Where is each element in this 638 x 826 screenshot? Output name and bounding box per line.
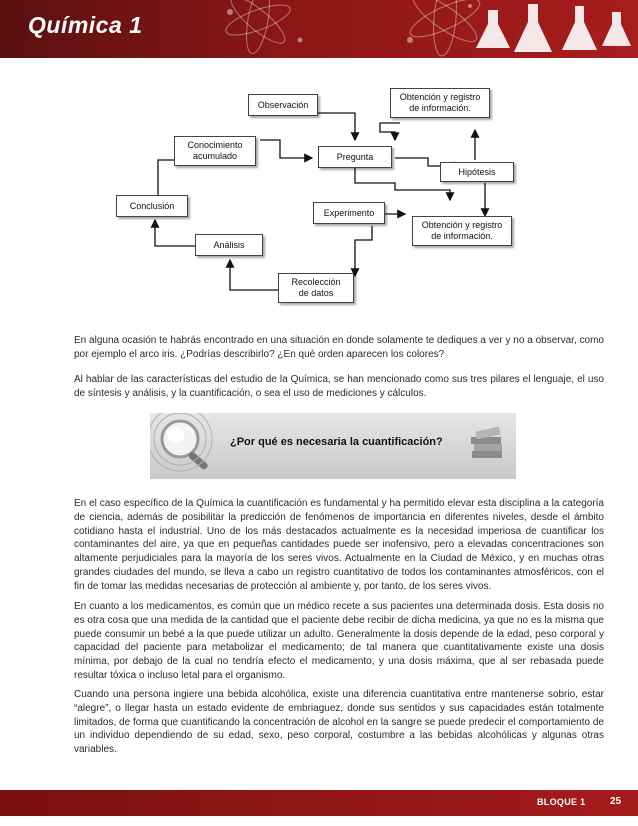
- books-icon: [468, 421, 508, 471]
- arrow-obtencion1-pregunta: [380, 123, 400, 140]
- paragraph-intro: En alguna ocasión te habrás encontrado en una situación en donde solamente te dediques a ver y no a observar, como por ejemplo el arco iris. ¿Podrías describirlo? ¿En qué orden aparecen los colores?: [74, 335, 604, 360]
- paragraph-quantification: En el caso específico de la Química la cuantificación es fundamental y ha permitido elevar esta disciplina a la categoría de ciencia, además de posibilitar la predicción de fenómenos de importancia en diferentes niveles, desde el ámbito cotidiano hasta el industrial. Uno de los más destacados actualmente es la necesidad imperiosa de cuantificar los contaminantes del aire, ya que en pequeñas cantidades puede ser inofensivo, pero a elevadas concentraciones son altamente perjudiciales para la mayoría de los seres vivos. Actualmente en la Ciudad de México, y en muchas otras grandes ciudades del mundo, se lleva a cabo un registro cuantitativo de todos los contaminantes atmosféricos, con el fin de tomar las medidas necesarias de protección al ambiente y, por tanto, de los seres vivos.: [74, 498, 604, 592]
- arrow-pregunta-experimento: [355, 166, 450, 200]
- node-obtencion-registro-2: Obtención y registro de información.: [412, 216, 512, 246]
- node-hipotesis: Hipótesis: [440, 162, 514, 182]
- arrow-conocimiento-pregunta: [260, 140, 312, 158]
- banner-title: ¿Por qué es necesaria la cuantificación?: [230, 436, 443, 448]
- paragraph-pillars: Al hablar de las características del estudio de la Química, se han mencionado como sus tres pilares el lenguaje, el uso de síntesis y análisis, y la cuantificación, o sea el uso de mediciones y cálculos.: [74, 374, 604, 399]
- book-title: Química 1: [28, 12, 143, 38]
- node-recoleccion-datos: Recolección de datos: [278, 273, 354, 303]
- arrow-conclusion-conocimiento: [158, 160, 183, 200]
- paragraph-medicine: En cuanto a los medicamentos, es común que un médico recete a sus pacientes una determinada dosis. Esta dosis no es otra cosa que una medida de la cantidad que el paciente debe recibir de dicha medicina, ya que no es la misma que puede consumir un bebé a la que puede utilizar un adulto. Generalmente la dosis depende de la edad, peso corporal y capacidad del paciente para metabolizar el medicamento; de tal manera que cuantitativamente existe una dosis mínima, por debajo de la cual no tendría efecto el medicamento, y una dosis máxima, que al ser rebasada puede resultar tóxica o incluso letal para el organismo.: [74, 601, 604, 681]
- page-number: 25: [610, 796, 622, 807]
- question-banner: [150, 413, 516, 479]
- page-header: [0, 0, 638, 58]
- paragraph-alcohol: Cuando una persona ingiere una bebida alcohólica, existe una diferencia cuantitativa entre mantenerse sobrio, estar “alegre”, o llegar hasta un estado evidente de embriaguez, donde sus sentidos y sus capacidades están totalmente limitados, de forma que cuantificando la concentración de alcohol en la sangre se puede predecir el comportamiento de un individuo dependiendo de su edad, sexo, peso corporal, costumbre a las bebidas alcohólicas y algunas otras variables.: [74, 689, 604, 756]
- node-experimento: Experimento: [313, 202, 385, 224]
- arrow-recoleccion-analisis: [230, 260, 278, 290]
- footer-block-label: BLOQUE 1: [537, 797, 586, 807]
- node-conocimiento-acumulado: Conocimiento acumulado: [174, 136, 256, 166]
- node-analisis: Análisis: [195, 234, 263, 256]
- arrow-observacion-pregunta: [316, 113, 355, 140]
- node-obtencion-registro-1: Obtención y registro de información.: [390, 88, 490, 118]
- scientific-method-diagram: [0, 80, 638, 310]
- node-observacion: Observación: [248, 94, 318, 116]
- node-conclusion: Conclusión: [116, 195, 188, 217]
- arrow-experimento-recoleccion: [355, 226, 372, 276]
- arrow-analisis-conclusion: [155, 220, 197, 246]
- node-pregunta: Pregunta: [318, 146, 392, 168]
